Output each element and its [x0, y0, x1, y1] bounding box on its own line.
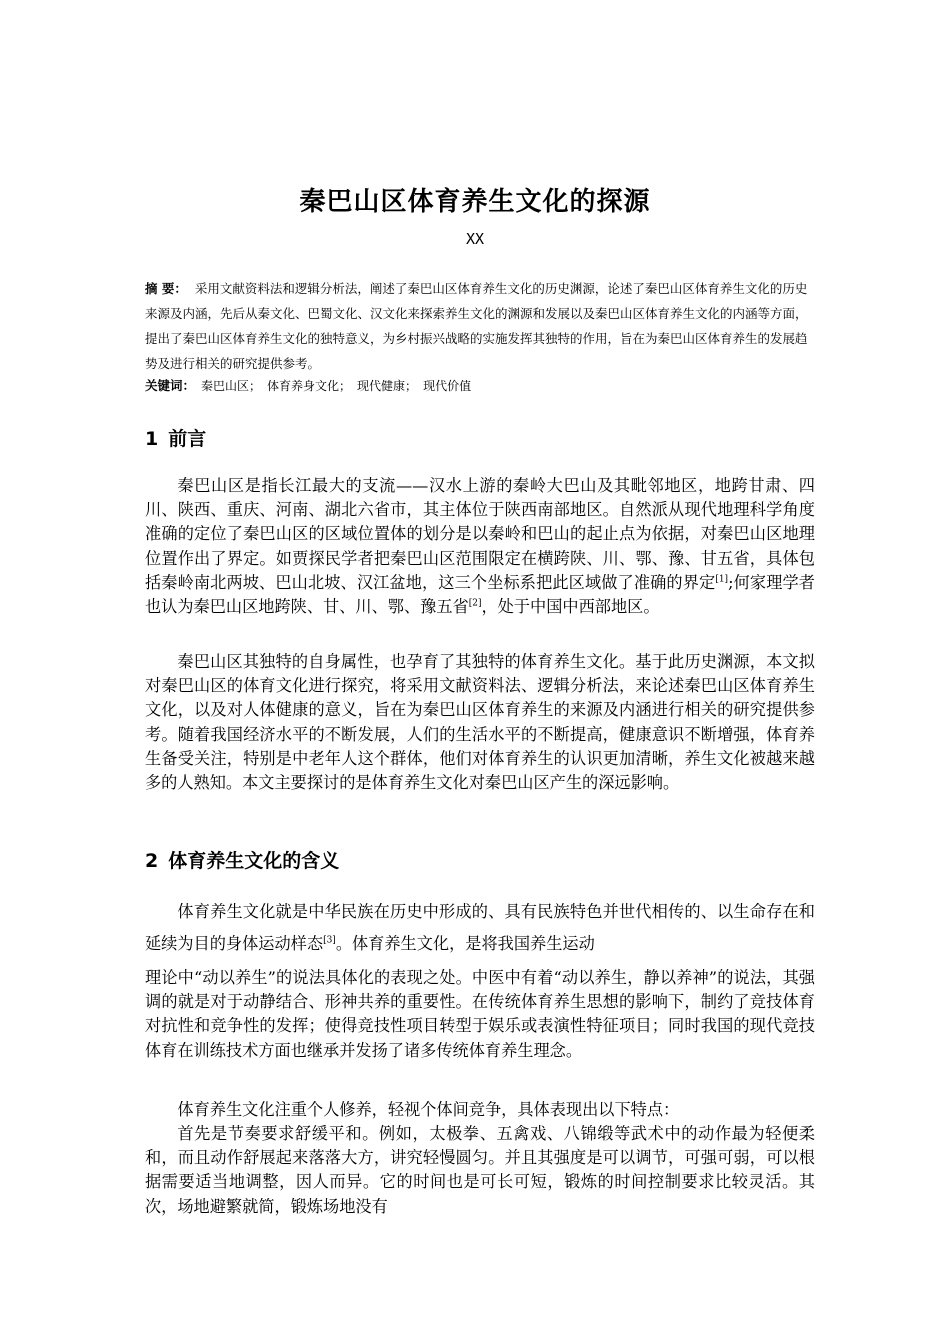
abstract-text: 采用文献资料法和逻辑分析法，阐述了秦巴山区体育养生文化的历史渊源，论述了秦巴山区体育养生文化的历史来源及内涵，先后从秦文化、巴蜀文化、汉文化来探索养生文化的渊源和发展以及秦巴山区体育养生文化的内涵等方面，提出了秦巴山区体育养生文化的独特意义，为乡村振兴战略的实施发挥其独特的作用，旨在为秦巴山区体育养生的发展趋势及进行相关的研究提供参考。 — [145, 281, 808, 371]
citation[interactable]: [3] — [323, 935, 336, 946]
paragraph: 秦巴山区其独特的自身属性，也孕育了其独特的体育养生文化。基于此历史渊源，本文拟对秦巴山区的体育文化进行探究，将采用文献资料法、逻辑分析法，来论述秦巴山区体育养生文化，以及对人体健康的意义，旨在为秦巴山区体育养生的来源及内涵进行相关的研究提供参考。随着我国经济水平的不断发展，人们的生活水平的不断提高，健康意识不断增强，体育养生备受关注，特别是中老年人这个群体，他们对体育养生的认识更加清晰，养生文化被越来越多的人熟知。本文主要探讨的是体育养生文化对秦巴山区产生的深远影响。 — [145, 652, 815, 793]
keyword-item: 现代价值 — [423, 379, 472, 393]
abstract — [145, 276, 810, 376]
citation[interactable]: [2] — [468, 598, 482, 609]
paragraph-text: 。体育养生文化，是将我国养生运动 — [335, 934, 595, 953]
keywords-label: 关键词： — [145, 378, 196, 393]
paragraph — [145, 896, 815, 960]
paragraph — [145, 474, 815, 619]
paragraph: 首先是节奏要求舒缓平和。例如，太极拳、五禽戏、八锦缎等武术中的动作最为轻便柔和，而且动作舒展起来落落大方，讲究轻慢圆匀。并且其强度是可以调节，可强可弱，可以根据需要适当地调整，因人而异。它的时间也是可长可短，锻炼的时间控制要求比较灵活。其次，场地避繁就简，锻炼场地没有 — [145, 1124, 815, 1216]
citation[interactable]: [1] — [715, 574, 729, 585]
section-number: 1 — [145, 428, 159, 450]
paragraph: 体育养生文化注重个人修养，轻视个体间竞争，具体表现出以下特点： — [177, 1100, 680, 1119]
paragraph-text: ，处于中国中西部地区。 — [481, 597, 660, 617]
paragraph: 理论中“动以养生”的说法具体化的表现之处。中医中有着“动以养生，静以养神”的说法，其强调的就是对于动静结合、形神共养的重要性。在传统体育养生思想的影响下，制约了竞技体育对抗性和竞争性的发挥；使得竞技性项目转型于娱乐或表演性特征项目；同时我国的现代竞技体育在训练技术方面也继承并发扬了诸多传统体育养生理念。 — [145, 968, 815, 1060]
paragraph-text: ;何家理学者也认为秦巴山区地跨陕、甘、川、鄂、豫五省 — [145, 572, 815, 617]
section-number: 2 — [145, 850, 159, 872]
section-heading-1 — [145, 426, 206, 452]
paper-author: XX — [465, 230, 485, 248]
section-title: 前言 — [168, 428, 207, 450]
section-title: 体育养生文化的含义 — [168, 850, 340, 872]
keywords — [145, 376, 810, 396]
paragraph-text: 体育养生文化就是中华民族在历史中形成的、具有民族特色并世代相传的、以生命存在和延续为目的身体运动样态 — [145, 902, 815, 953]
paragraph-text: 秦巴山区是指长江最大的支流——汉水上游的秦岭大巴山及其毗邻地区，地跨甘肃、四川、陕西、重庆、河南、湖北六省市，其主体位于陕西南部地区。自然派从现代地理科学角度准确的定位了秦巴山区的区域位置体的划分是以秦岭和巴山的起止点为依据，对秦巴山区地理位置作出了界定。如贾探民学者把秦巴山区范围限定在横跨陕、川、鄂、豫、甘五省，具体包括秦岭南北两坡、巴山北坡、汉江盆地，这三个坐标系把此区域做了准确的界定 — [145, 476, 815, 592]
abstract-label: 摘 要： — [145, 281, 187, 296]
section-heading-2 — [145, 848, 339, 874]
keyword-item: 秦巴山区； — [201, 379, 262, 393]
keyword-item: 现代健康； — [357, 379, 418, 393]
paper-title: 秦巴山区体育养生文化的探源 — [299, 187, 651, 217]
keyword-item: 体育养身文化； — [267, 379, 352, 393]
